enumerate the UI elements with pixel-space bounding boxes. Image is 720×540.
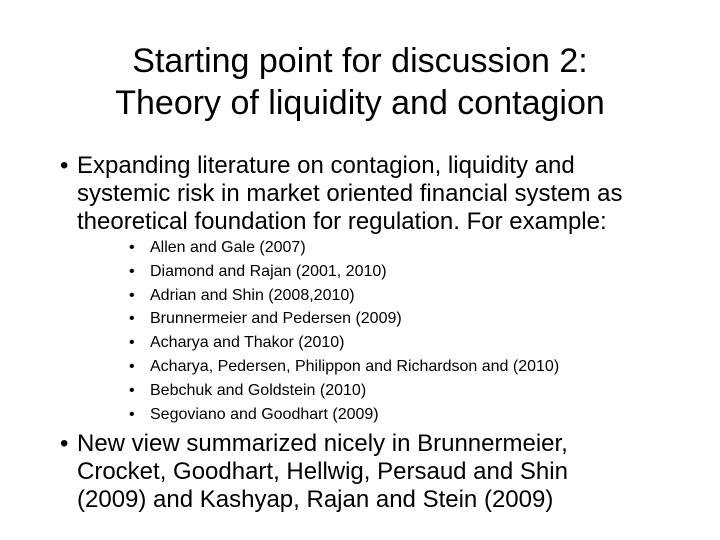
bullet-line: Crocket, Goodhart, Hellwig, Persaud and Shin xyxy=(77,458,568,485)
reference-item xyxy=(129,331,559,355)
reference-text: Segoviano and Goodhart (2009) xyxy=(150,405,379,423)
reference-list xyxy=(129,236,560,426)
reference-text: Acharya, Pedersen, Philippon and Richardson and (2010) xyxy=(150,357,560,375)
sub-bullet-dot-icon: • xyxy=(129,239,135,256)
slide-title xyxy=(40,40,680,124)
title-line: Theory of liquidity and contagion xyxy=(115,84,605,122)
reference-text: Diamond and Rajan (2001, 2010) xyxy=(150,262,387,280)
sub-bullet-dot-icon: • xyxy=(129,334,135,352)
reference-item xyxy=(129,284,559,308)
reference-text: Adrian and Shin (2008,2010) xyxy=(150,286,355,304)
bullet-line: New view summarized nicely in Brunnermeier, xyxy=(77,430,568,457)
sub-bullet-dot-icon: • xyxy=(129,405,135,423)
reference-item xyxy=(129,260,559,284)
title-line: Starting point for discussion 2: xyxy=(132,42,588,80)
bullet-line: Expanding literature on contagion, liquidity and xyxy=(77,152,575,179)
bullet-literature xyxy=(60,152,677,236)
reference-item xyxy=(129,355,560,379)
reference-text: Acharya and Thakor (2010) xyxy=(150,334,345,352)
reference-item xyxy=(129,236,559,260)
sub-bullet-dot-icon: • xyxy=(129,286,135,304)
bullet-new-view xyxy=(60,430,677,514)
reference-item xyxy=(129,379,559,403)
reference-item xyxy=(129,403,559,427)
reference-text: Bebchuk and Goldstein (2010) xyxy=(150,381,367,399)
bullet-dot-icon: • xyxy=(60,430,69,457)
bullet-line: (2009) and Kashyap, Rajan and Stein (2009) xyxy=(77,486,554,513)
sub-bullet-dot-icon: • xyxy=(129,262,135,280)
sub-bullet-dot-icon: • xyxy=(129,310,135,328)
bullet-dot-icon: • xyxy=(60,152,69,179)
bullet-line: systemic risk in market oriented financial system as xyxy=(77,180,623,207)
reference-item xyxy=(129,307,559,331)
reference-text: Brunnermeier and Pedersen (2009) xyxy=(150,310,402,328)
bullet-line: theoretical foundation for regulation. For example: xyxy=(77,208,607,235)
reference-text: Allen and Gale (2007) xyxy=(150,239,306,256)
sub-bullet-dot-icon: • xyxy=(129,381,135,399)
sub-bullet-dot-icon: • xyxy=(129,357,135,375)
